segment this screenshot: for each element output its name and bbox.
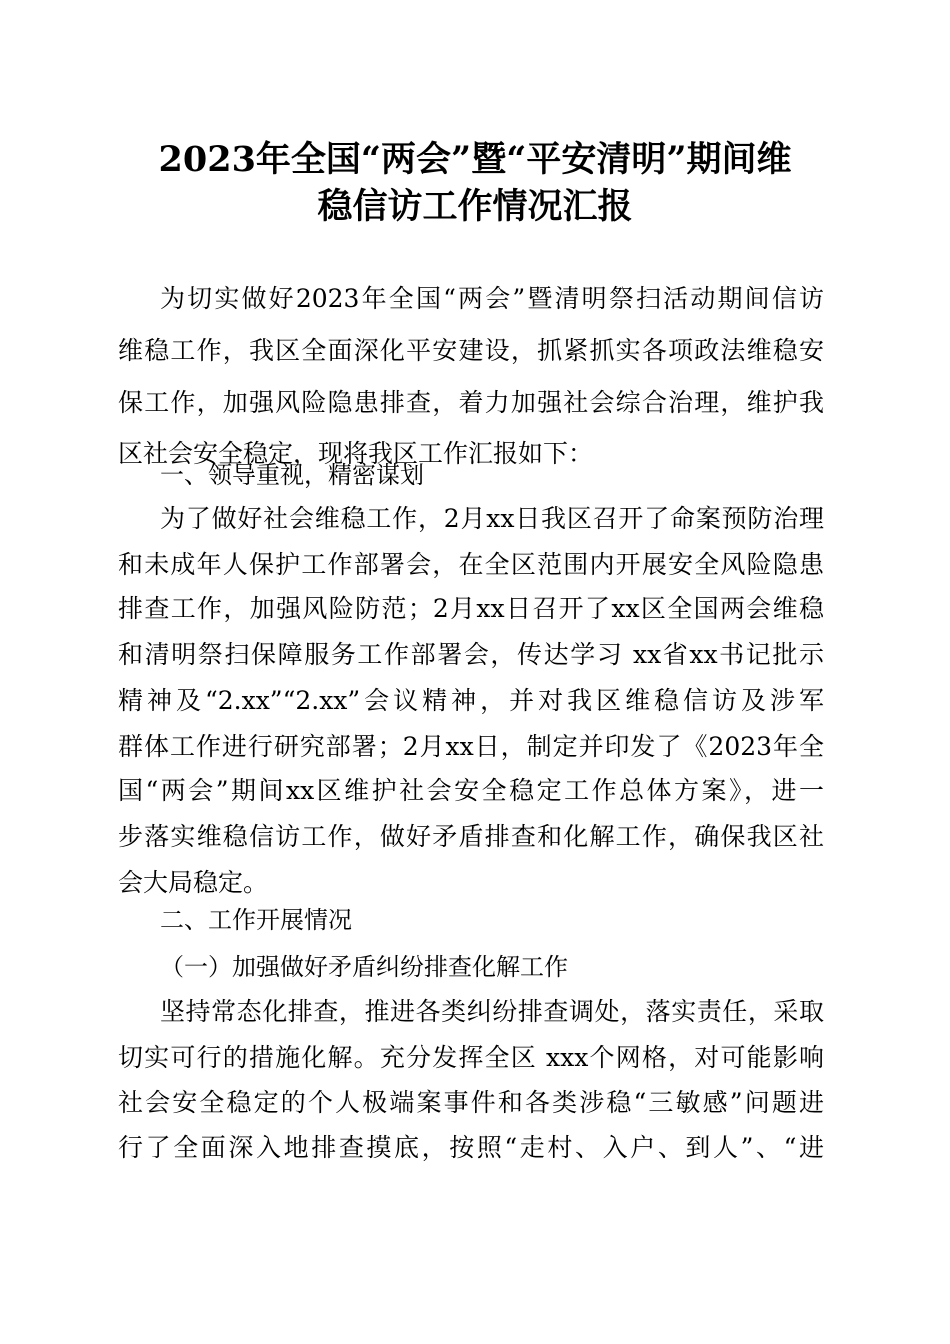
section-2-1-line: 切实可行的措施化解。充分发挥全区 xxx个网格，对可能影响 bbox=[118, 1043, 824, 1072]
section-1-line: 精神及“2.xx”“2.xx”会议精神，并对我区维稳信访及涉军 bbox=[118, 686, 824, 715]
section-1-line: 为了做好社会维稳工作，2月xx日我区召开了命案预防治理 bbox=[160, 504, 824, 533]
document-title-line-2: 稳信访工作情况汇报 bbox=[317, 186, 633, 227]
section-2-1-line: 坚持常态化排查，推进各类纠纷排查调处，落实责任，采取 bbox=[160, 997, 824, 1026]
intro-line: 维稳工作，我区全面深化平安建设，抓紧抓实各项政法维稳安 bbox=[118, 336, 824, 365]
section-2-1-line: 行了全面深入地排查摸底，按照“走村、入户、到人”、“进 bbox=[118, 1133, 824, 1162]
section-1-heading: 一、领导重视，精密谋划 bbox=[160, 461, 424, 489]
intro-line: 保工作，加强风险隐患排查，着力加强社会综合治理，维护我 bbox=[118, 388, 824, 417]
section-1-line: 和清明祭扫保障服务工作部署会，传达学习 xx省xx书记批示 bbox=[118, 640, 824, 669]
section-1-line: 群体工作进行研究部署；2月xx日，制定并印发了《2023年全 bbox=[118, 732, 824, 761]
section-1-line: 和未成年人保护工作部署会，在全区范围内开展安全风险隐患 bbox=[118, 550, 824, 579]
section-1-line: 会大局稳定。 bbox=[118, 868, 269, 897]
section-1-line: 排查工作，加强风险防范；2月xx日召开了xx区全国两会维稳 bbox=[118, 594, 824, 623]
section-2-subheading-1: （一）加强做好矛盾纠纷排查化解工作 bbox=[160, 953, 568, 981]
intro-line: 为切实做好2023年全国“两会”暨清明祭扫活动期间信访 bbox=[160, 284, 824, 313]
document-title-line-1: 2023年全国“两会”暨“平安清明”期间维 bbox=[158, 139, 792, 180]
section-1-line: 步落实维稳信访工作，做好矛盾排查和化解工作，确保我区社 bbox=[118, 822, 824, 851]
section-2-heading: 二、工作开展情况 bbox=[160, 906, 352, 934]
intro-line: 区社会安全稳定，现将我区工作汇报如下： bbox=[118, 439, 594, 468]
section-2-1-line: 社会安全稳定的个人极端案事件和各类涉稳“三敏感”问题进 bbox=[118, 1088, 824, 1117]
section-1-line: 国“两会”期间xx区维护社会安全稳定工作总体方案》，进一 bbox=[118, 776, 824, 805]
